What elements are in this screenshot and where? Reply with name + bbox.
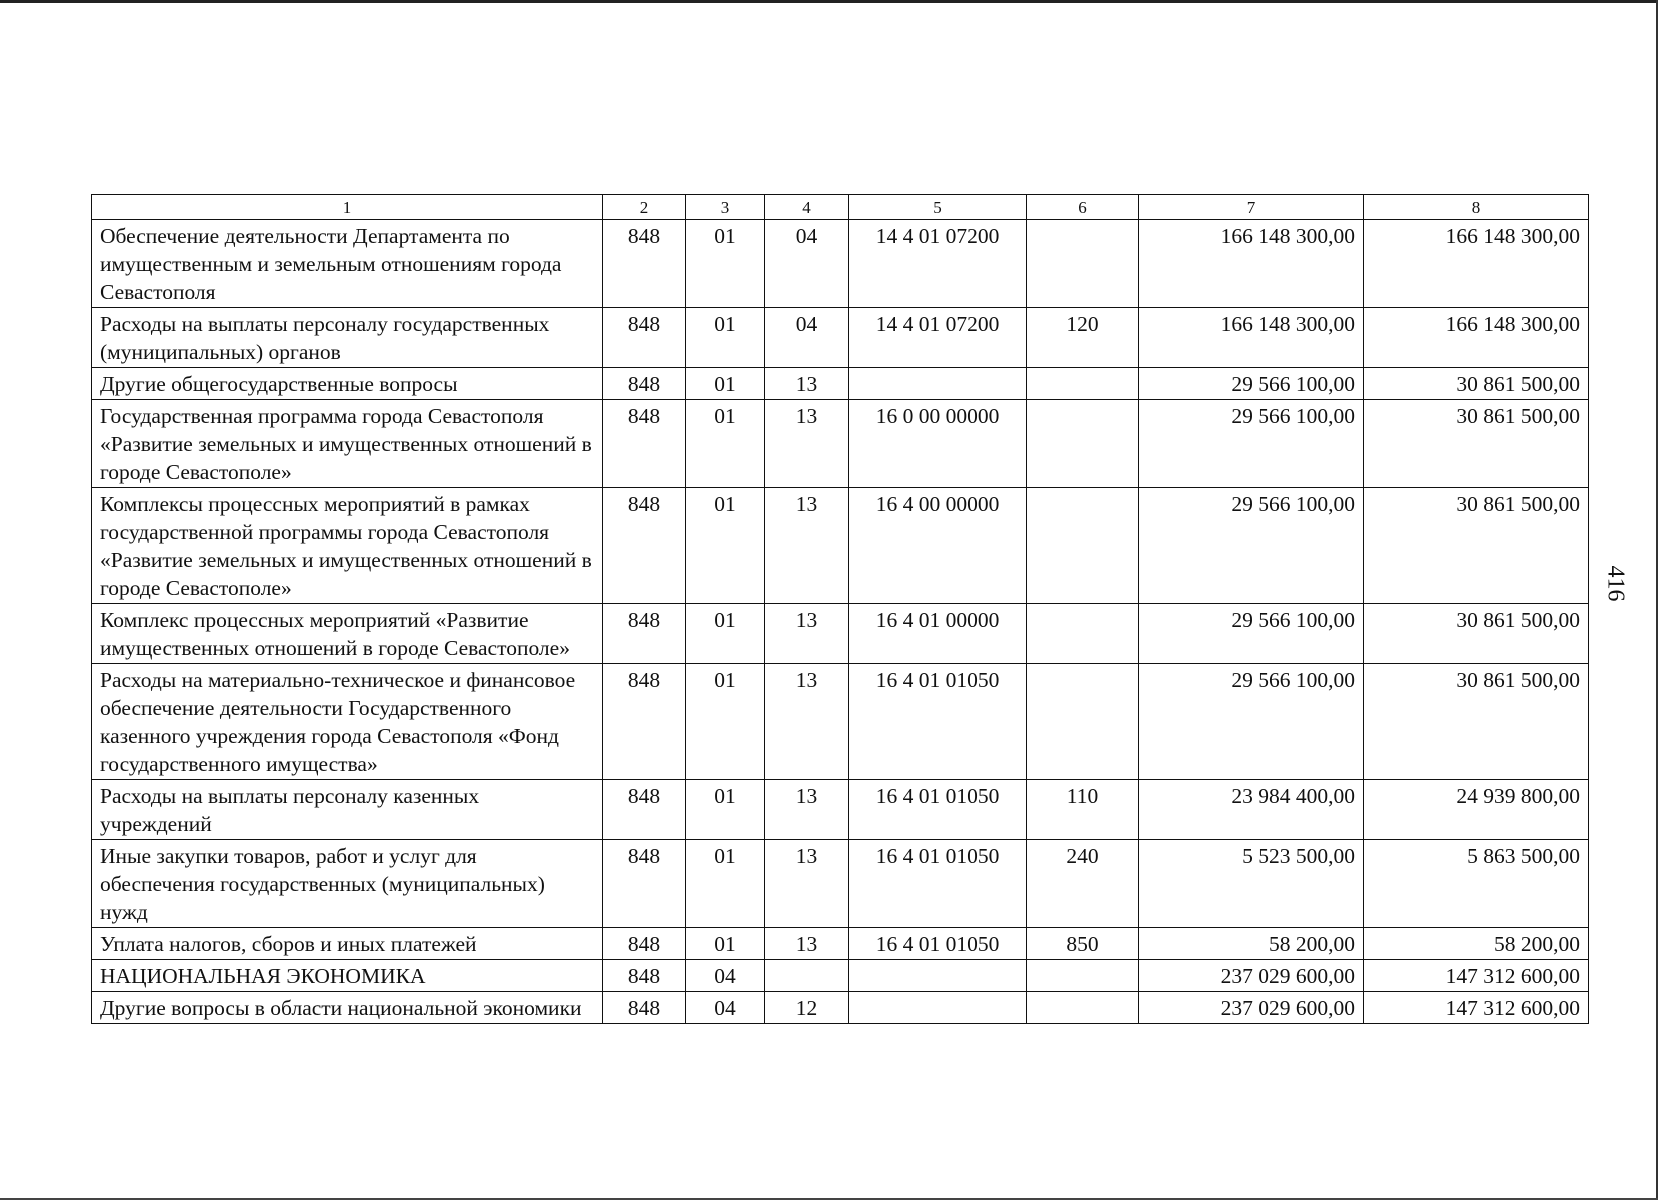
- row-col4-cell: 04: [765, 220, 849, 308]
- row-col2-cell: 848: [603, 840, 686, 928]
- row-name-cell: Комплексы процессных мероприятий в рамках государственной программы города Севастополя «Развитие земельных и имущественных отношений в городе Севастополе»: [92, 488, 603, 604]
- row-col2-cell: 848: [603, 220, 686, 308]
- row-col6-cell: 110: [1027, 780, 1139, 840]
- row-col2-cell: 848: [603, 368, 686, 400]
- row-col4-cell: 13: [765, 400, 849, 488]
- row-col6-cell: [1027, 960, 1139, 992]
- row-col4-cell: 13: [765, 368, 849, 400]
- table-row: [92, 780, 1589, 840]
- row-col5-cell: 16 4 01 01050: [849, 780, 1027, 840]
- table-row: [92, 308, 1589, 368]
- table-row: [92, 220, 1589, 308]
- row-name-cell: Другие общегосударственные вопросы: [92, 368, 603, 400]
- row-col3-cell: 01: [686, 664, 765, 780]
- row-col6-cell: [1027, 400, 1139, 488]
- row-col8-cell: 30 861 500,00: [1364, 604, 1589, 664]
- row-col7-cell: 5 523 500,00: [1139, 840, 1364, 928]
- row-col4-cell: [765, 960, 849, 992]
- table-row: [92, 604, 1589, 664]
- row-col7-cell: 166 148 300,00: [1139, 220, 1364, 308]
- row-col7-cell: 29 566 100,00: [1139, 488, 1364, 604]
- table-row: [92, 840, 1589, 928]
- table-body: [92, 220, 1589, 1024]
- header-row: [92, 195, 1589, 220]
- row-col4-cell: 13: [765, 604, 849, 664]
- row-col3-cell: 01: [686, 488, 765, 604]
- row-col3-cell: 01: [686, 400, 765, 488]
- header-col-6: 6: [1027, 195, 1139, 220]
- row-col8-cell: 30 861 500,00: [1364, 400, 1589, 488]
- row-col8-cell: 58 200,00: [1364, 928, 1589, 960]
- row-name-cell: Расходы на выплаты персоналу казенных учреждений: [92, 780, 603, 840]
- row-col8-cell: 147 312 600,00: [1364, 992, 1589, 1024]
- row-name-cell: Государственная программа города Севастополя «Развитие земельных и имущественных отношений в городе Севастополе»: [92, 400, 603, 488]
- row-col6-cell: 240: [1027, 840, 1139, 928]
- row-col2-cell: 848: [603, 928, 686, 960]
- row-col6-cell: 850: [1027, 928, 1139, 960]
- row-col4-cell: 13: [765, 664, 849, 780]
- row-col8-cell: 166 148 300,00: [1364, 220, 1589, 308]
- row-col8-cell: 30 861 500,00: [1364, 488, 1589, 604]
- table-row: [92, 928, 1589, 960]
- table-row: [92, 664, 1589, 780]
- row-col6-cell: [1027, 992, 1139, 1024]
- row-col4-cell: 13: [765, 780, 849, 840]
- row-col2-cell: 848: [603, 992, 686, 1024]
- row-col5-cell: 16 4 01 01050: [849, 840, 1027, 928]
- row-name-cell: Комплекс процессных мероприятий «Развитие имущественных отношений в городе Севастополе»: [92, 604, 603, 664]
- row-name-cell: Расходы на материально-техническое и финансовое обеспечение деятельности Государственного казенного учреждения города Севастополя «Фонд государственного имущества»: [92, 664, 603, 780]
- row-col3-cell: 01: [686, 604, 765, 664]
- row-col3-cell: 01: [686, 308, 765, 368]
- row-col5-cell: 14 4 01 07200: [849, 220, 1027, 308]
- row-col3-cell: 01: [686, 780, 765, 840]
- row-col4-cell: 04: [765, 308, 849, 368]
- row-col4-cell: 13: [765, 928, 849, 960]
- row-col3-cell: 01: [686, 840, 765, 928]
- page-number: 416: [1602, 565, 1629, 602]
- row-col7-cell: 29 566 100,00: [1139, 664, 1364, 780]
- row-col3-cell: 01: [686, 928, 765, 960]
- row-name-cell: Уплата налогов, сборов и иных платежей: [92, 928, 603, 960]
- row-col7-cell: 29 566 100,00: [1139, 400, 1364, 488]
- row-col5-cell: [849, 368, 1027, 400]
- row-col6-cell: [1027, 220, 1139, 308]
- row-col8-cell: 30 861 500,00: [1364, 368, 1589, 400]
- document-sheet: [91, 194, 1588, 1024]
- row-col2-cell: 848: [603, 780, 686, 840]
- header-col-3: 3: [686, 195, 765, 220]
- header-col-7: 7: [1139, 195, 1364, 220]
- table-row: [92, 960, 1589, 992]
- row-col7-cell: 237 029 600,00: [1139, 992, 1364, 1024]
- row-col7-cell: 58 200,00: [1139, 928, 1364, 960]
- row-name-cell: Иные закупки товаров, работ и услуг для обеспечения государственных (муниципальных) нужд: [92, 840, 603, 928]
- table-row: [92, 368, 1589, 400]
- row-name-cell: Обеспечение деятельности Департамента по имущественным и земельным отношениям города Севастополя: [92, 220, 603, 308]
- header-col-8: 8: [1364, 195, 1589, 220]
- row-col5-cell: [849, 960, 1027, 992]
- row-col5-cell: 16 4 01 01050: [849, 664, 1027, 780]
- budget-table: [91, 194, 1589, 1024]
- row-col6-cell: [1027, 664, 1139, 780]
- row-name-cell: НАЦИОНАЛЬНАЯ ЭКОНОМИКА: [92, 960, 603, 992]
- row-col4-cell: 12: [765, 992, 849, 1024]
- row-col2-cell: 848: [603, 308, 686, 368]
- row-col5-cell: 14 4 01 07200: [849, 308, 1027, 368]
- row-col5-cell: 16 4 01 00000: [849, 604, 1027, 664]
- row-col7-cell: 237 029 600,00: [1139, 960, 1364, 992]
- row-col8-cell: 166 148 300,00: [1364, 308, 1589, 368]
- row-col6-cell: [1027, 488, 1139, 604]
- row-col7-cell: 23 984 400,00: [1139, 780, 1364, 840]
- table-row: [92, 488, 1589, 604]
- header-col-5: 5: [849, 195, 1027, 220]
- scan-edge-top: [0, 0, 1658, 3]
- row-col6-cell: 120: [1027, 308, 1139, 368]
- row-col6-cell: [1027, 604, 1139, 664]
- header-col-4: 4: [765, 195, 849, 220]
- row-col3-cell: 04: [686, 992, 765, 1024]
- row-col2-cell: 848: [603, 960, 686, 992]
- row-col2-cell: 848: [603, 604, 686, 664]
- row-col2-cell: 848: [603, 488, 686, 604]
- header-col-1: 1: [92, 195, 603, 220]
- row-col8-cell: 147 312 600,00: [1364, 960, 1589, 992]
- table-row: [92, 992, 1589, 1024]
- row-col5-cell: 16 4 01 01050: [849, 928, 1027, 960]
- row-col3-cell: 01: [686, 368, 765, 400]
- row-col2-cell: 848: [603, 664, 686, 780]
- row-col8-cell: 5 863 500,00: [1364, 840, 1589, 928]
- row-col4-cell: 13: [765, 488, 849, 604]
- row-col7-cell: 29 566 100,00: [1139, 368, 1364, 400]
- row-col6-cell: [1027, 368, 1139, 400]
- row-col3-cell: 04: [686, 960, 765, 992]
- row-col2-cell: 848: [603, 400, 686, 488]
- row-col5-cell: [849, 992, 1027, 1024]
- table-row: [92, 400, 1589, 488]
- row-col8-cell: 30 861 500,00: [1364, 664, 1589, 780]
- table-header: [92, 195, 1589, 220]
- row-name-cell: Другие вопросы в области национальной экономики: [92, 992, 603, 1024]
- header-col-2: 2: [603, 195, 686, 220]
- row-col8-cell: 24 939 800,00: [1364, 780, 1589, 840]
- row-col5-cell: 16 0 00 00000: [849, 400, 1027, 488]
- row-col3-cell: 01: [686, 220, 765, 308]
- row-col7-cell: 166 148 300,00: [1139, 308, 1364, 368]
- row-name-cell: Расходы на выплаты персоналу государственных (муниципальных) органов: [92, 308, 603, 368]
- row-col5-cell: 16 4 00 00000: [849, 488, 1027, 604]
- row-col4-cell: 13: [765, 840, 849, 928]
- row-col7-cell: 29 566 100,00: [1139, 604, 1364, 664]
